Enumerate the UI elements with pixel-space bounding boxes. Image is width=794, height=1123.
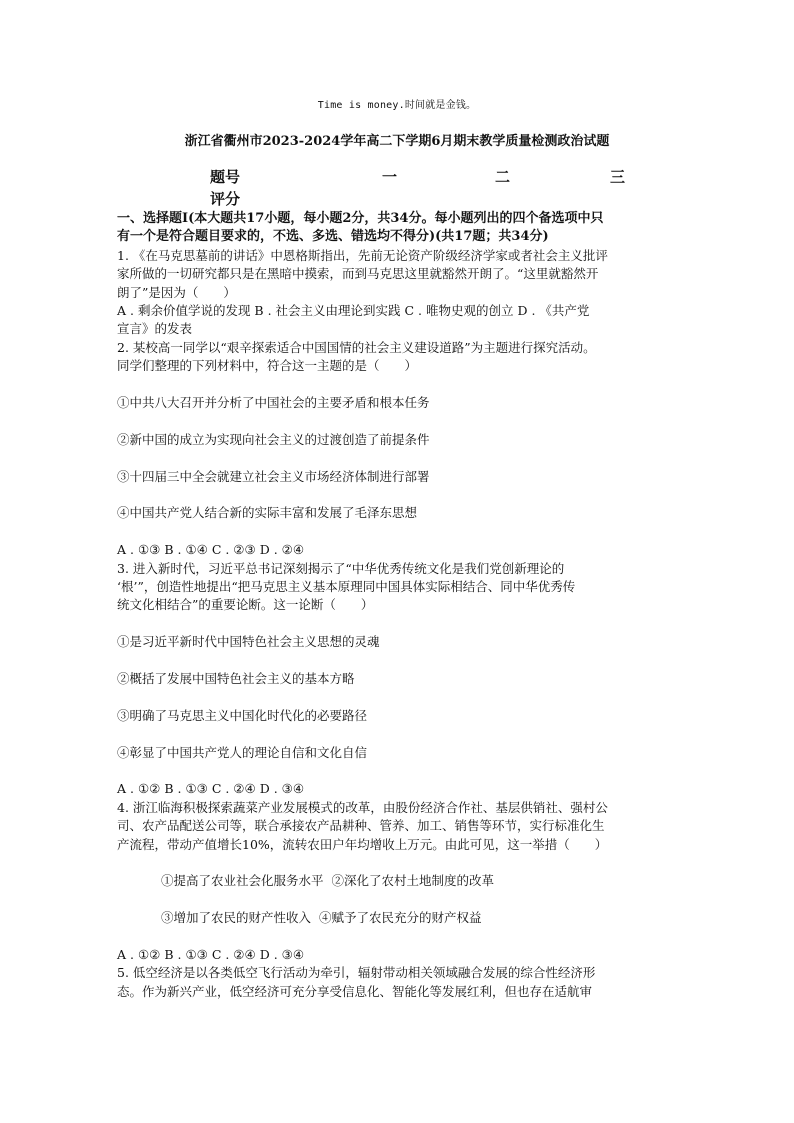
q2-options: A . ①③ B . ①④ C . ②③ D . ②④ (117, 542, 305, 558)
q2-line: 同学们整理的下列材料中，符合这一主题的是（ ） (117, 358, 418, 374)
q2-item: ①中共八大召开并分析了中国社会的主要矛盾和根本任务 (117, 395, 430, 411)
q1-line: 1. 《在马克思墓前的讲话》中恩格斯指出，先前无论资产阶级经济学家或者社会主义批评 (117, 247, 608, 263)
q2-item: ③十四届三中全会就建立社会主义市场经济体制进行部署 (117, 468, 430, 484)
q4-line: 司、农产品配送公司等，联合承接农产品耕种、管养、加工、销售等环节，实行标准化生 (117, 818, 605, 834)
q4-line: 4. 浙江临海积极探索蔬菜产业发展模式的改革，由股份经济合作社、基层供销社、强村公 (117, 799, 608, 815)
score-row-score (210, 188, 650, 210)
q2-item: ②新中国的成立为实现向社会主义的过渡创造了前提条件 (117, 431, 430, 447)
q4-item: ②深化了农村土地制度的改革 (331, 873, 495, 889)
score-label-number: 题号 (210, 168, 241, 186)
q3-item: ②概括了发展中国特色社会主义的基本方略 (117, 671, 355, 687)
q4-item: ③增加了农民的财产性收入 (161, 910, 312, 926)
exam-title: 浙江省衢州市2023-2024学年高二下学期6月期末教学质量检测政治试题 (184, 134, 610, 149)
header-motto: Time is money.时间就是金钱。 (317, 100, 477, 111)
q2-line: 2. 某校高一同学以“艰辛探索适合中国国情的社会主义建设道路”为主题进行探究活动。 (117, 339, 596, 355)
q3-line: 3. 进入新时代，习近平总书记深刻揭示了“中华优秀传统文化是我们党创新理论的 (117, 560, 565, 576)
section1-heading-line2: 有一个是符合题目要求的，不选、多选、错选均不得分)(共17题；共34分) (117, 229, 549, 245)
q4-item: ①提高了农业社会化服务水平 (161, 873, 324, 889)
exam-content (117, 210, 677, 1001)
q1-options: A . 剩余价值学说的发现 B . 社会主义由理论到实践 C . 唯物史观的创立 D . 《共产党 (117, 303, 590, 319)
q5-line: 5. 低空经济是以各类低空飞行活动为牵引，辐射带动相关领域融合发展的综合性经济形 (117, 965, 596, 981)
score-label-score: 评分 (210, 190, 241, 208)
score-col-1: 一 (382, 168, 398, 186)
q1-line: 朗了”是因为（ ） (117, 284, 236, 300)
q3-item: ①是习近平新时代中国特色社会主义思想的灵魂 (117, 634, 380, 650)
section1-heading-line1: 一、选择题Ⅰ(本大题共17小题，每小题2分，共34分。每小题列出的四个备选项中只 (117, 211, 604, 226)
q3-line: 统文化相结合”的重要论断。这一论断（ ） (117, 597, 374, 613)
score-row-header (210, 166, 650, 188)
q4-items-row (117, 909, 677, 927)
q3-options: A . ①② B . ①③ C . ②④ D . ③④ (117, 781, 305, 797)
score-col-2: 二 (495, 168, 511, 186)
q4-items-row (117, 872, 677, 890)
q2-item: ④中国共产党人结合新的实际丰富和发展了毛泽东思想 (117, 505, 418, 521)
q5-line: 态。作为新兴产业，低空经济可充分享受信息化、智能化等发展红利，但也存在适航审 (117, 983, 593, 999)
score-col-3: 三 (610, 168, 626, 186)
q4-line: 产流程，带动产值增长10%，流转农田户年均增收上万元。由此可见，这一举措（ ） (117, 836, 608, 852)
q1-line: 家所做的一切研究都只是在黑暗中摸索，而到马克思这里就豁然开朗了。“这里就豁然开 (117, 266, 599, 282)
q3-line: ‘根’”，创造性地提出“把马克思主义基本原理同中国具体实际相结合、同中华优秀传 (117, 579, 576, 595)
q3-item: ③明确了马克思主义中国化时代化的必要路径 (117, 707, 368, 723)
score-table (210, 166, 650, 210)
q3-item: ④彰显了中国共产党人的理论自信和文化自信 (117, 744, 368, 760)
q1-options: 宣言》的发表 (117, 321, 193, 337)
q4-options: A . ①② B . ①③ C . ②④ D . ③④ (117, 947, 305, 963)
q4-item: ④赋予了农民充分的财产权益 (319, 910, 482, 926)
